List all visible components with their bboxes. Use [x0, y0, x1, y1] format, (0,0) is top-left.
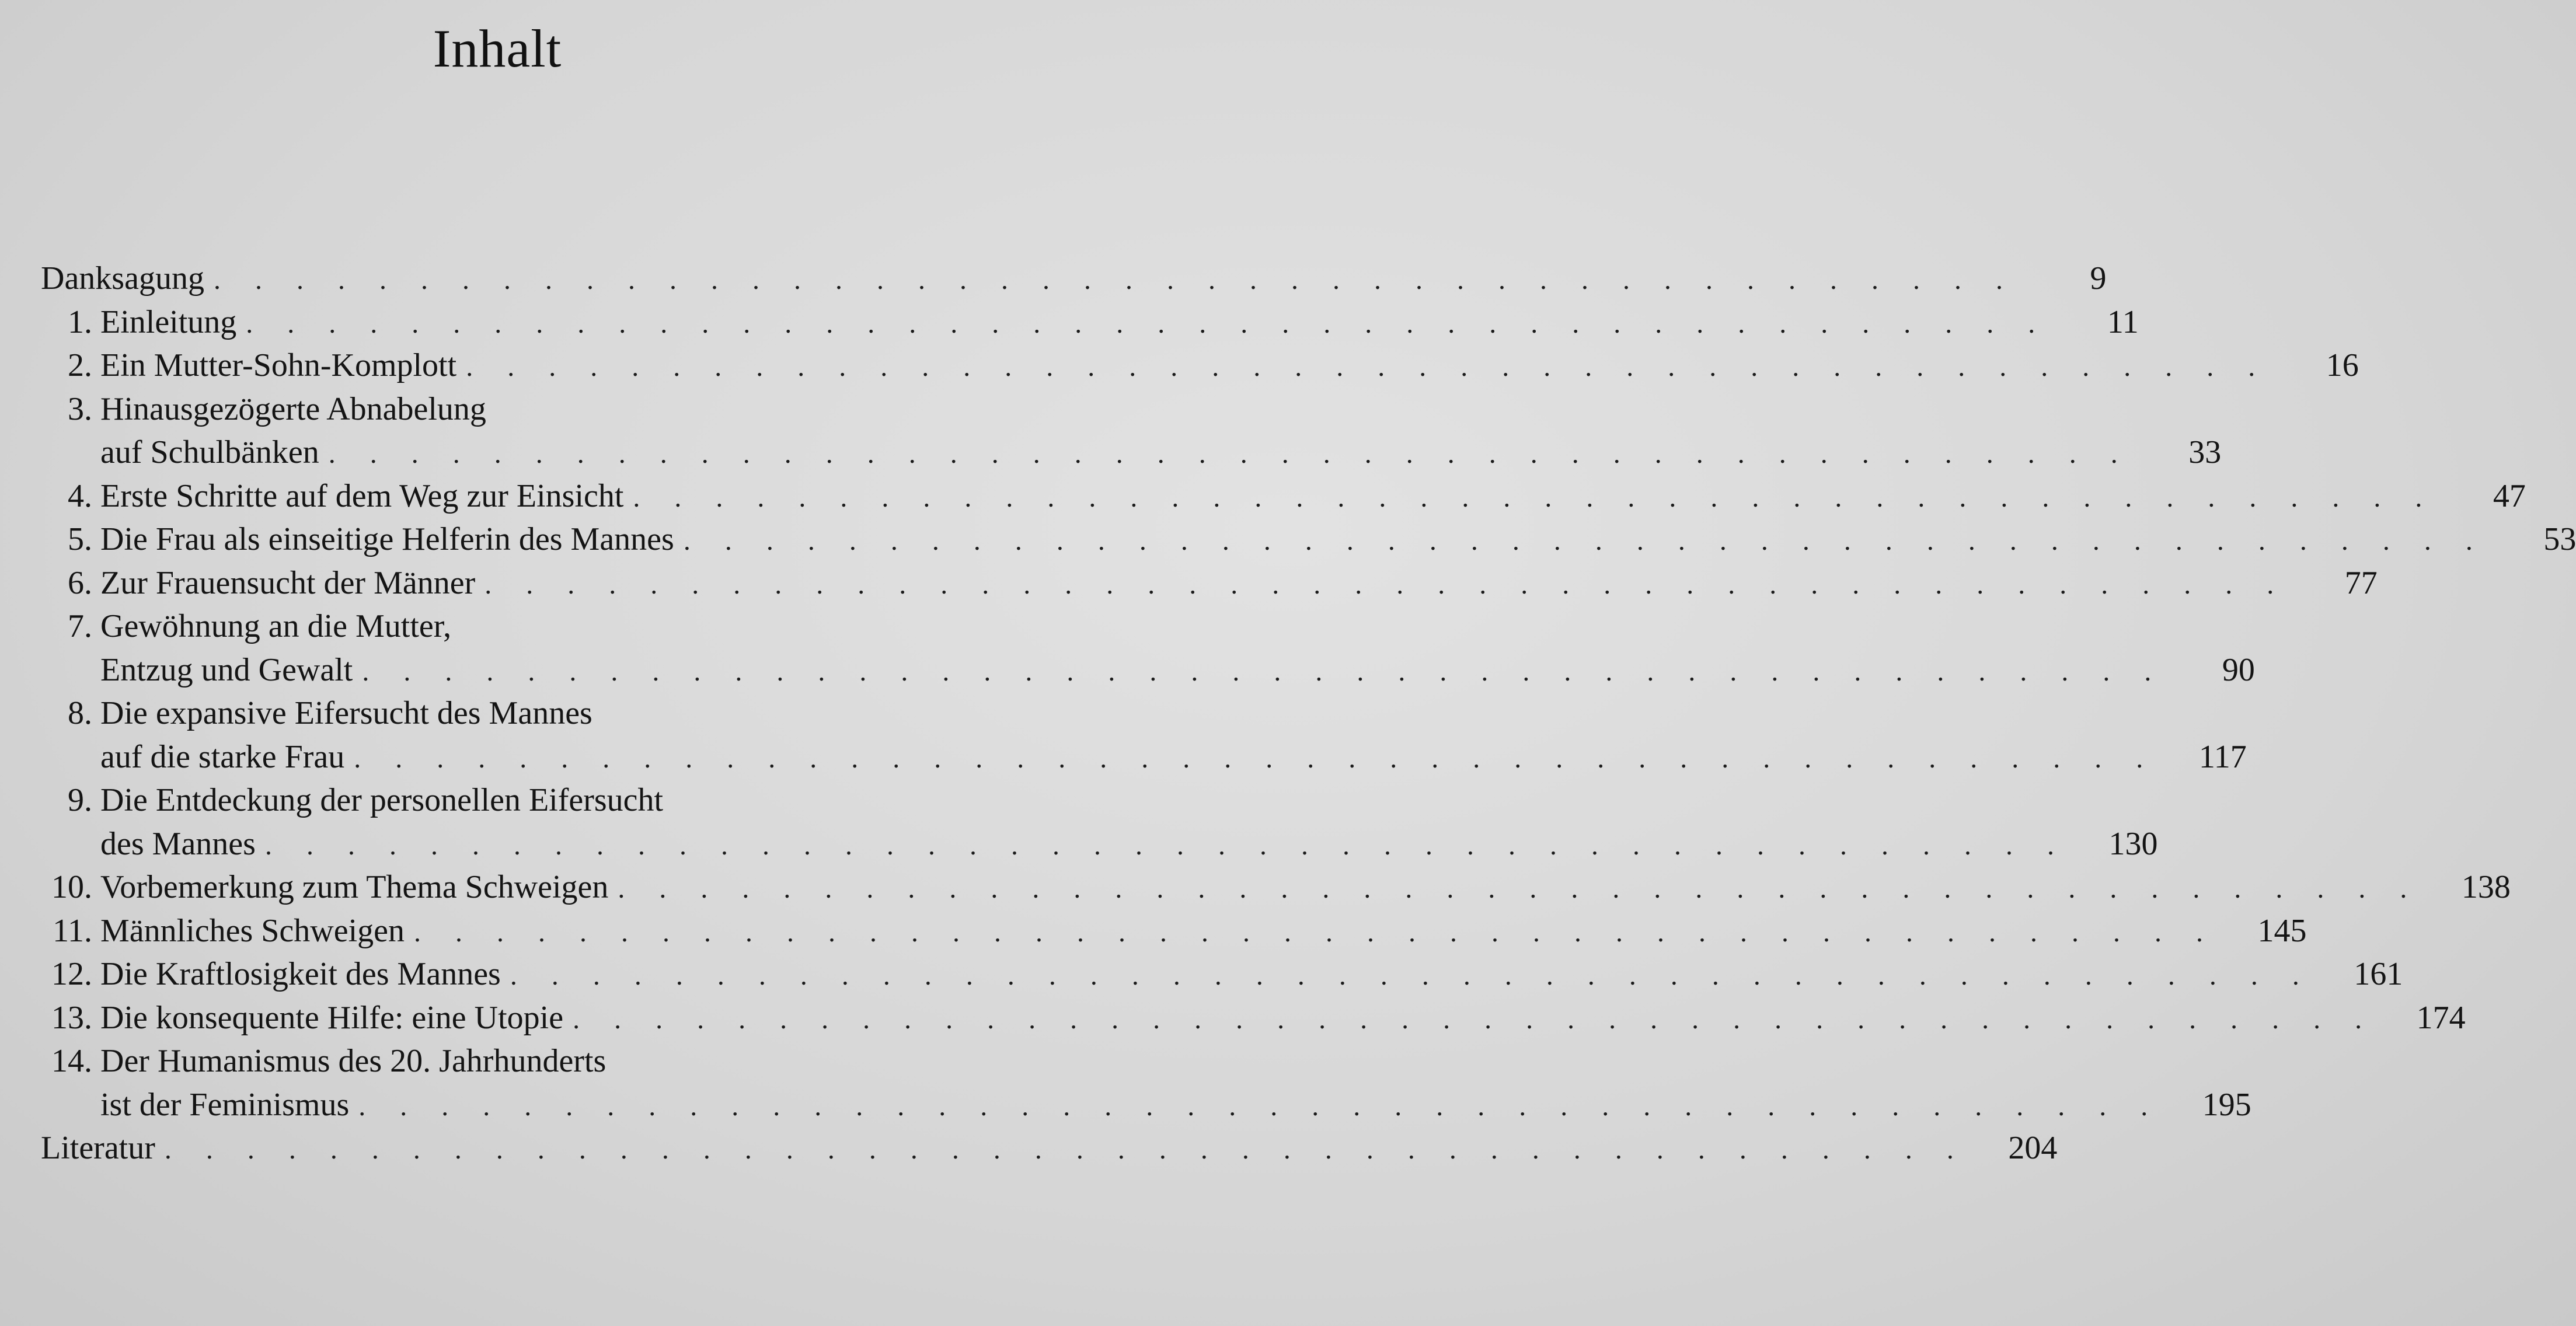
toc-entry: [41, 518, 2576, 561]
page-number: 33: [2188, 434, 2222, 470]
page-number: 16: [2326, 347, 2359, 383]
chapter-number: 11.: [53, 912, 92, 949]
chapter-title: Erste Schritte auf dem Weg zur Einsicht: [100, 477, 624, 514]
dot-leader: . . . . . . . . . . . . . . . . . . . . . . . . . . . . . . . . . . . . . . . . . . . .: [246, 308, 2049, 339]
toc-entry-line: [41, 822, 2158, 866]
page-number: 90: [2222, 651, 2255, 688]
chapter-number: 3.: [68, 390, 92, 427]
page-number: 47: [2493, 477, 2526, 514]
page-number: 130: [2108, 825, 2158, 862]
toc-entry: [41, 605, 2255, 692]
toc-entry: [41, 1039, 2251, 1126]
page-number: 53: [2543, 521, 2576, 557]
chapter-number: 13.: [51, 999, 92, 1036]
dot-leader: . . . . . . . . . . . . . . . . . . . . . . . . . . . . . . . . . . . . . . . . . . . .: [683, 525, 2487, 556]
toc-entry: [41, 692, 2247, 779]
toc-entry: [41, 952, 2403, 996]
dot-leader: . . . . . . . . . . . . . . . . . . . . . . . . . . . . . . . . . . . . . . . . . . . .: [164, 1134, 1968, 1165]
table-of-contents: [41, 257, 2576, 1170]
page-number: 9: [2090, 260, 2107, 296]
page-number: 204: [2008, 1130, 2058, 1166]
page-title: Inhalt: [433, 19, 562, 78]
page-number: 195: [2202, 1086, 2251, 1123]
page-number: 174: [2416, 999, 2466, 1036]
chapter-title: Einleitung: [100, 303, 237, 340]
chapter-number: 5.: [68, 521, 92, 557]
toc-entry-line: [41, 605, 963, 648]
dot-leader: . . . . . . . . . . . . . . . . . . . . . . . . . . . . . . . . . . . . . . . . . . . .: [466, 351, 2269, 382]
chapter-title: Die konsequente Hilfe: eine Utopie: [100, 999, 564, 1036]
chapter-title: Die Kraftlosigkeit des Mannes: [100, 956, 501, 992]
toc-entry-line: [41, 301, 2139, 344]
toc-entry-line: [41, 952, 2403, 996]
chapter-number: 12.: [51, 956, 92, 992]
toc-entry: [41, 301, 2139, 344]
toc-entry-line: [41, 1083, 2251, 1127]
toc-entry-line: [41, 692, 963, 735]
dot-leader: . . . . . . . . . . . . . . . . . . . . . . . . . . . . . . . . . . . . . . . . . . . .: [510, 960, 2313, 991]
page-number: 11: [2107, 303, 2139, 340]
toc-entry: [41, 257, 2107, 301]
dot-leader: . . . . . . . . . . . . . . . . . . . . . . . . . . . . . . . . . . . . . . . . . . . .: [413, 916, 2217, 948]
dot-leader: . . . . . . . . . . . . . . . . . . . . . . . . . . . . . . . . . . . . . . . . . . . .: [213, 264, 2017, 295]
toc-entry-line: [41, 257, 2107, 301]
page-number: 117: [2198, 738, 2247, 775]
toc-entry-line: [41, 518, 2576, 561]
dot-leader: . . . . . . . . . . . . . . . . . . . . . . . . . . . . . . . . . . . . . . . . . . . .: [264, 829, 2068, 861]
chapter-title: Männliches Schweigen: [100, 912, 405, 949]
chapter-title: Die Frau als einseitige Helferin des Mannes: [100, 521, 674, 557]
dot-leader: . . . . . . . . . . . . . . . . . . . . . . . . . . . . . . . . . . . . . . . . . . . .: [362, 655, 2165, 687]
page-number: 77: [2344, 564, 2378, 601]
chapter-title: Gewöhnung an die Mutter,: [100, 608, 452, 644]
page-number: 138: [2461, 869, 2511, 905]
chapter-title: Die Entdeckung der personellen Eifersucht: [100, 782, 664, 818]
toc-entry: [41, 909, 2307, 953]
toc-entry-line: [41, 344, 2359, 388]
dot-leader: . . . . . . . . . . . . . . . . . . . . . . . . . . . . . . . . . . . . . . . . . . . .: [358, 1090, 2162, 1122]
dot-leader: . . . . . . . . . . . . . . . . . . . . . . . . . . . . . . . . . . . . . . . . . . . .: [484, 568, 2288, 600]
chapter-title: auf die starke Frau: [100, 738, 345, 775]
toc-entry-line: [41, 779, 963, 822]
toc-entry-line: [41, 996, 2466, 1040]
chapter-number: 7.: [68, 608, 92, 644]
chapter-number: 9.: [68, 782, 92, 818]
toc-entry-line: [41, 561, 2378, 605]
chapter-number: 14.: [51, 1043, 92, 1079]
chapter-number: 8.: [68, 695, 92, 731]
chapter-title: Ein Mutter-Sohn-Komplott: [100, 347, 457, 383]
toc-entry-line: [41, 909, 2307, 953]
chapter-title: Hinausgezögerte Abnabelung: [100, 390, 486, 427]
dot-leader: . . . . . . . . . . . . . . . . . . . . . . . . . . . . . . . . . . . . . . . . . . . .: [618, 873, 2421, 904]
chapter-title: Der Humanismus des 20. Jahrhunderts: [100, 1043, 606, 1079]
dot-leader: . . . . . . . . . . . . . . . . . . . . . . . . . . . . . . . . . . . . . . . . . . . .: [633, 481, 2436, 513]
page-number: 161: [2354, 956, 2403, 992]
toc-entry-line: [41, 431, 2222, 474]
chapter-title: Danksagung: [41, 260, 204, 296]
page-number: 145: [2257, 912, 2307, 949]
toc-entry-line: [41, 474, 2526, 518]
chapter-title: Die expansive Eifersucht des Mannes: [100, 695, 592, 731]
toc-entry: [41, 779, 2158, 866]
toc-entry-line: [41, 1039, 963, 1083]
chapter-title: Zur Frauensucht der Männer: [100, 564, 476, 601]
chapter-title: Entzug und Gewalt: [100, 651, 353, 688]
toc-entry-line: [41, 866, 2511, 909]
chapter-number: 1.: [68, 303, 92, 340]
chapter-title: Vorbemerkung zum Thema Schweigen: [100, 869, 609, 905]
chapter-title: Literatur: [41, 1130, 155, 1166]
chapter-number: 6.: [68, 564, 92, 601]
toc-entry: [41, 474, 2526, 518]
toc-entry: [41, 866, 2511, 909]
chapter-title: auf Schulbänken: [100, 434, 319, 470]
chapter-number: 10.: [51, 869, 92, 905]
toc-entry-line: [41, 648, 2255, 692]
dot-leader: . . . . . . . . . . . . . . . . . . . . . . . . . . . . . . . . . . . . . . . . . . . .: [354, 742, 2157, 774]
dot-leader: . . . . . . . . . . . . . . . . . . . . . . . . . . . . . . . . . . . . . . . . . . . .: [328, 438, 2132, 469]
chapter-title: des Mannes: [100, 825, 256, 862]
toc-entry: [41, 561, 2378, 605]
toc-entry-line: [41, 1126, 2058, 1170]
toc-entry: [41, 1126, 2058, 1170]
toc-entry-line: [41, 735, 2247, 779]
dot-leader: . . . . . . . . . . . . . . . . . . . . . . . . . . . . . . . . . . . . . . . . . . . .: [573, 1003, 2376, 1035]
toc-entry: [41, 996, 2466, 1040]
chapter-title: ist der Feminismus: [100, 1086, 350, 1123]
chapter-number: 2.: [68, 347, 92, 383]
toc-entry: [41, 344, 2359, 388]
toc-entry: [41, 388, 2222, 474]
chapter-number: 4.: [68, 477, 92, 514]
toc-entry-line: [41, 388, 963, 431]
